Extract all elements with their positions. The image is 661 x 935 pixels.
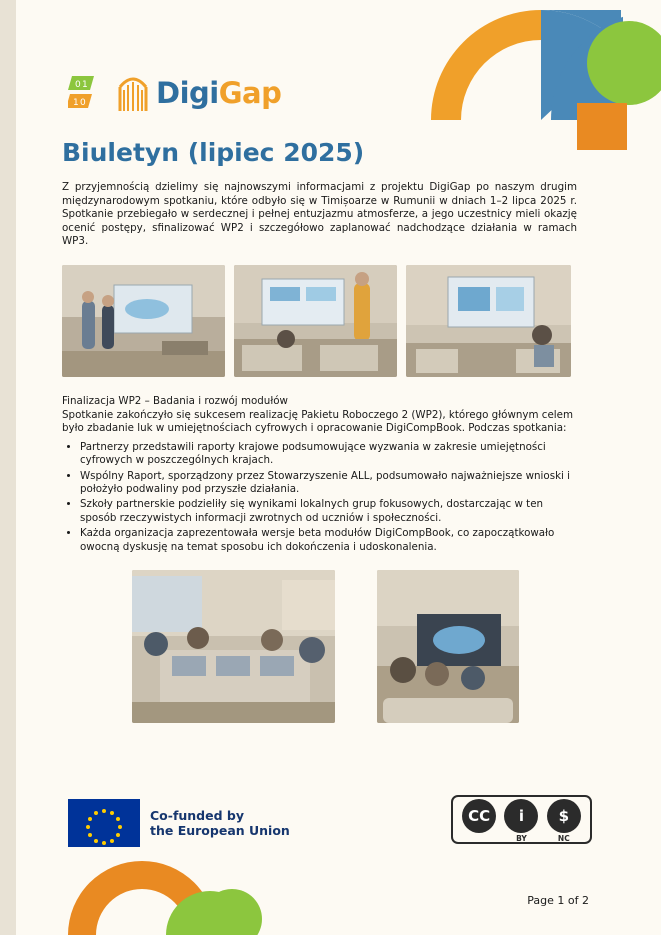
decorative-shapes-bottom-left [16, 855, 316, 935]
svg-text:1: 1 [82, 80, 88, 90]
main-content [62, 138, 577, 723]
cc-by-symbol: i [504, 799, 538, 833]
svg-text:1: 1 [73, 98, 79, 108]
meeting-photo-5 [377, 570, 519, 723]
meeting-photo-4 [132, 570, 335, 723]
cc-by-icon [501, 795, 541, 844]
eu-flag-icon [68, 799, 140, 847]
meeting-photo-3 [406, 265, 571, 377]
cc-circle-label: CC [462, 799, 496, 833]
cc-by-label: BY [516, 834, 527, 843]
eu-funding-line2: the European Union [150, 823, 290, 838]
cc-nc-icon [544, 795, 584, 844]
list-item: • Wspólny Raport, sporządzony przez Stowarzyszenie ALL, podsumowało najważniejsze wnioski i położyło podwaliny pod przyszłe działania. [80, 470, 577, 497]
section-heading: Finalizacja WP2 – Badania i rozwój modułów [62, 394, 288, 407]
section-body: Spotkanie zakończyło się sukcesem realizację Pakietu Roboczego 2 (WP2), którego głównym celem było zbadanie luk w umiejętnościach cyfrowych i opracowanie DigiCompBook. Podczas spotkania: [62, 408, 574, 435]
photo-row-first [62, 265, 577, 377]
footer-logos [62, 795, 577, 851]
digigap-logo [68, 72, 281, 114]
meeting-photo-2 [234, 265, 397, 377]
meeting-photo-1 [62, 265, 225, 377]
list-item: • Każda organizacja zaprezentowała wersje beta modułów DigiCompBook, co zapoczątkowało owocną dyskusję na temat sposobu ich dokończenia i udoskonalenia. [80, 527, 577, 554]
logo-text-gap: Gap [218, 76, 282, 110]
cc-nc-symbol: $ [547, 799, 581, 833]
list-item: • Partnerzy przedstawili raporty krajowe podsumowujące wyzwania w zakresie umiejętności cyfrowych w poszczególnych krajach. [80, 441, 577, 468]
eu-funding-text [150, 808, 290, 838]
cc-icon [459, 795, 499, 844]
section-bullet-list [62, 441, 577, 554]
creative-commons-badge [451, 795, 592, 844]
photo-row-second [62, 570, 577, 723]
left-edge-bar [0, 0, 16, 935]
eu-funding-logo [68, 799, 290, 847]
svg-text:0: 0 [75, 80, 81, 90]
cc-nc-label: NC [557, 834, 570, 843]
eu-funding-line1: Co-funded by [150, 808, 245, 823]
digigap-logo-icon [68, 72, 112, 114]
page-number: Page 1 of 2 [527, 894, 589, 907]
decorative-shapes-top-right [421, 0, 661, 150]
list-item: • Szkoły partnerskie podzieliły się wynikami lokalnych grup fokusowych, dostarczając w ten sposób rzeczywistych informacji zwrotnych od uczniów i społeczności. [80, 498, 577, 525]
bridge-icon [116, 73, 150, 113]
logo-text-digi: Digi [156, 76, 219, 110]
svg-text:0: 0 [80, 98, 86, 108]
intro-paragraph: Z przyjemnością dzielimy się najnowszymi informacjami z projektu DigiGap po naszym drugim międzynarodowym spotkaniu, które odbyło się w Timișoarze w Rumunii w dniach 1–2 lipca 2025 r. Spotkanie przebiegało w serdecznej i pełnej entuzjazmu atmosferze, a jego uczestnicy mieli okazję ocenić postępy, sfinalizować WP2 i szczegółowo zaplanować nadchodzące działania w ramach WP3. [62, 181, 577, 248]
page-title: Biuletyn (lipiec 2025) [62, 138, 365, 167]
